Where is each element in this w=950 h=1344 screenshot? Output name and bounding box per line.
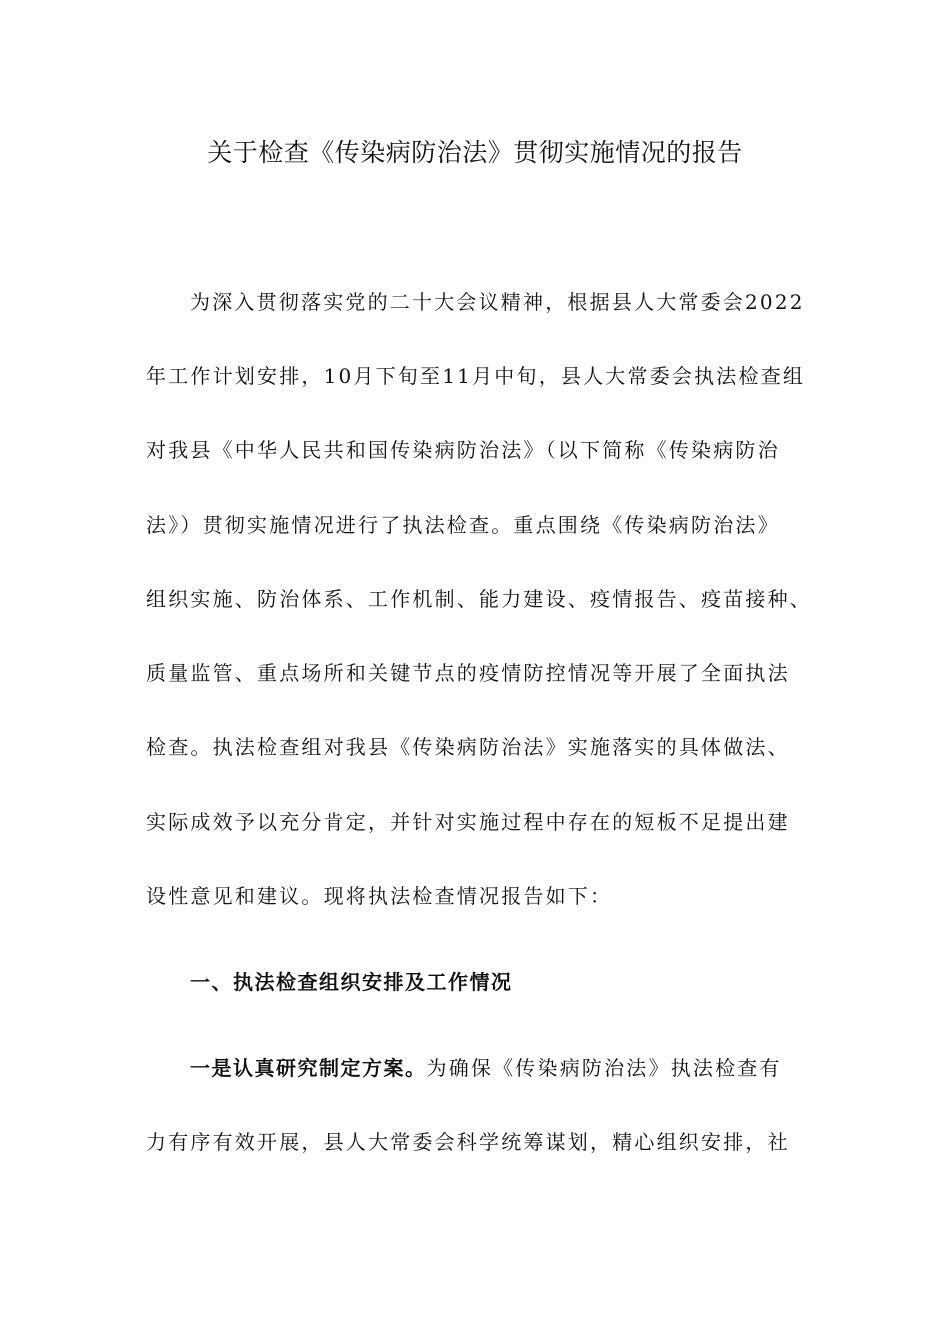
paragraph-line: 力有序有效开展，县人大常委会科学统筹谋划，精心组织安排，社 (146, 1130, 790, 1154)
paragraph-line: 年工作计划安排，10月下旬至11月中旬，县人大常委会执法检查组 (146, 364, 806, 388)
paragraph-line: 为深入贯彻落实党的二十大会议精神，根据县人大常委会2022 (190, 290, 805, 314)
paragraph-line: 实际成效予以充分肯定，并针对实施过程中存在的短板不足提出建 (146, 810, 790, 834)
paragraph-line: 法》）贯彻实施情况进行了执法检查。重点围绕《传染病防治法》 (146, 513, 780, 537)
paragraph-line: 检查。执法检查组对我县《传染病防治法》实施落实的具体做法、 (146, 735, 790, 759)
paragraph-line: 质量监管、重点场所和关键节点的疫情防控情况等开展了全面执法 (146, 661, 790, 685)
paragraph-line: 设性意见和建议。现将执法检查情况报告如下： (146, 884, 613, 908)
point-lead: 一是认真研究制定方案。 (190, 1056, 427, 1080)
paragraph-line: 对我县《中华人民共和国传染病防治法》（以下简称《传染病防治 (146, 438, 780, 462)
paragraph-line: 组织实施、防治体系、工作机制、能力建设、疫情报告、疫苗接种、 (146, 587, 812, 611)
document-title: 关于检查《传染病防治法》贯彻实施情况的报告 (207, 138, 743, 167)
section-heading: 一、执法检查组织安排及工作情况 (190, 970, 513, 994)
point-text: 为确保《传染病防治法》执法检查有 (426, 1056, 782, 1080)
paragraph-line (190, 1050, 806, 1086)
